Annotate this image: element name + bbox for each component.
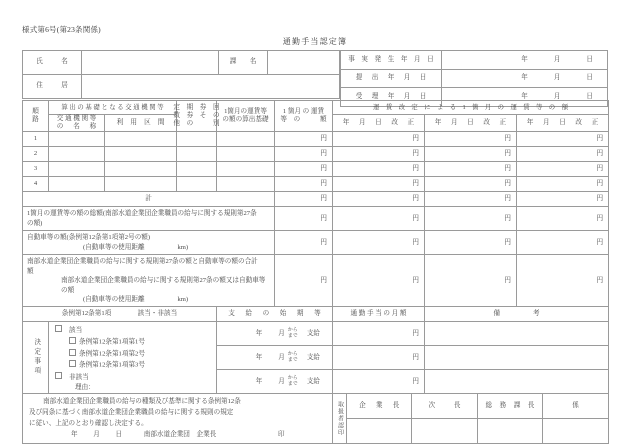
checkbox-group (49, 322, 217, 394)
basis-amount-header (217, 101, 275, 132)
row-transport[interactable] (49, 132, 105, 147)
date-table (340, 50, 608, 107)
period-cell[interactable] (217, 370, 333, 394)
fare-line: 等 の 額 (280, 116, 327, 124)
a-char: 印 (336, 429, 343, 437)
summary-line: (自動車等の使用距離 km) (83, 243, 189, 251)
approval-label (333, 394, 347, 443)
checkbox-item-clause2[interactable] (49, 348, 216, 360)
hc: 長 (392, 401, 400, 409)
row-route[interactable] (105, 147, 177, 162)
route-header (105, 115, 177, 132)
table-row (23, 75, 340, 99)
summary-rev3[interactable]: 円 (517, 231, 609, 255)
rev-char: 年 (526, 119, 534, 127)
section-value[interactable] (268, 51, 340, 75)
summary-yen[interactable]: 円 (275, 231, 333, 255)
year-unit: 年 (521, 92, 528, 100)
checkbox-item-clause1[interactable] (49, 336, 216, 348)
decision-body-row (23, 322, 609, 346)
row-rev3[interactable]: 円 (517, 162, 609, 177)
pp-char: の (262, 310, 270, 318)
table-row (341, 51, 608, 70)
header-row-1 (23, 101, 609, 115)
summary-rev2[interactable]: 円 (425, 255, 517, 307)
day-unit: 日 (586, 92, 593, 100)
approval-col-header-deputy (412, 394, 477, 419)
summary-line: の額) (27, 219, 43, 227)
from-label: から (287, 328, 298, 334)
lbl: 事 (348, 55, 355, 63)
lbl: 日 (419, 92, 427, 100)
pay-label: 支給 (306, 329, 320, 337)
pay-label: 支給 (306, 353, 320, 361)
lbl: 日 (419, 74, 427, 82)
hc: 業 (375, 401, 383, 409)
table-row (23, 132, 609, 147)
pp-char: 期 (296, 310, 304, 318)
submission-date-value[interactable] (442, 69, 608, 88)
order-char: 路 (32, 116, 39, 124)
row-rev2[interactable]: 円 (425, 147, 517, 162)
row-basis[interactable] (217, 147, 275, 162)
monthly-fare-header (275, 101, 333, 132)
summary-row-total-fare (23, 207, 609, 231)
lbl: 月 (403, 92, 411, 100)
row-basis[interactable] (217, 177, 275, 192)
row-route[interactable] (105, 162, 177, 177)
table-row (23, 177, 609, 192)
summary-line: 額 (27, 267, 34, 275)
summary-row-combined (23, 255, 609, 307)
remark-value[interactable] (425, 346, 609, 370)
rev-char: 正 (499, 119, 507, 127)
lbl: 月 (413, 55, 421, 63)
revision-sub-header-2 (425, 115, 517, 132)
summary-rev2[interactable]: 円 (425, 207, 517, 231)
period-cell[interactable] (217, 322, 333, 346)
row-basis[interactable] (217, 132, 275, 147)
approval-block (333, 394, 609, 444)
row-rev1[interactable]: 円 (333, 162, 425, 177)
to-label: まで (287, 381, 298, 387)
rev-char: 年 (342, 119, 350, 127)
month-unit: 月 (278, 353, 285, 361)
row-route[interactable] (105, 132, 177, 147)
a-char: 取 (336, 401, 343, 409)
summary-line: 自動車等の額(条例第12条第1項第2号の額) (27, 234, 151, 242)
checkbox-item-clause3[interactable] (49, 359, 216, 371)
section-label (219, 51, 268, 75)
pp-char: 始 (279, 310, 287, 318)
article-header: 条例第12条第1項 該当・非該当 (23, 307, 217, 322)
section-label-char: 課 (229, 58, 237, 66)
revision-sub-header-1 (333, 115, 425, 132)
checkbox-label: 非該当 (69, 373, 89, 381)
order-char: 順 (32, 108, 39, 115)
declaration-line: 及び同条に基づく南部水道企業団企業職員の給与に関する規則の規定 (29, 408, 234, 416)
row-rev2[interactable]: 円 (425, 162, 517, 177)
table-row (23, 147, 609, 162)
address-value[interactable] (82, 75, 340, 99)
decision-header-row (23, 307, 609, 322)
total-label: 計 (23, 192, 275, 207)
approval-header-row (333, 394, 608, 419)
row-rev3[interactable]: 円 (517, 132, 609, 147)
row-ticket[interactable] (177, 132, 217, 147)
a-char: 認 (336, 422, 343, 430)
checkbox-item-higaito[interactable] (49, 371, 216, 383)
year-unit: 年 (255, 329, 263, 337)
revision-sub-header-3 (517, 115, 609, 132)
lbl: 提 (355, 74, 363, 82)
rev-char: 改 (391, 119, 398, 127)
checkbox-icon[interactable] (55, 372, 62, 379)
row-transport[interactable] (49, 162, 105, 177)
allowance-amount[interactable]: 円 (333, 346, 425, 370)
approval-stamp-general-affairs[interactable] (477, 419, 542, 444)
occurrence-date-label (341, 51, 442, 70)
summary-label (23, 231, 275, 255)
rev-char: 日 (559, 119, 566, 127)
year-unit: 年 (521, 74, 528, 82)
from-label: から (287, 376, 298, 382)
total-rev1[interactable]: 円 (333, 192, 425, 207)
row-ticket[interactable] (177, 147, 217, 162)
decision-label-text (32, 338, 39, 376)
name-value[interactable] (82, 51, 219, 75)
remarks-header (425, 307, 609, 322)
table-row (341, 69, 608, 88)
approval-stamp-row (333, 419, 608, 444)
row-no: 1 (23, 132, 49, 147)
approval-col-header-director (347, 394, 412, 419)
approval-stamp-deputy[interactable] (412, 419, 477, 444)
row-transport[interactable] (49, 147, 105, 162)
rev-char: 日 (375, 119, 382, 127)
total-row (23, 192, 609, 207)
ticket-line: 定 期 券 回 (173, 103, 220, 111)
row-route[interactable] (105, 177, 177, 192)
rev-char: 月 (450, 119, 458, 127)
table-row (23, 51, 340, 75)
checkbox-icon[interactable] (69, 337, 76, 344)
summary-line: 1箇月の運賃等の額の総額(南部水道企業団企業職員の給与に関する規則第27条 (27, 210, 257, 218)
basis-line: 1箇月の運賃等 (224, 108, 267, 115)
route-char: 用 (130, 119, 137, 127)
route-char: 間 (157, 119, 165, 127)
total-yen[interactable]: 円 (275, 192, 333, 207)
period-cell[interactable] (217, 346, 333, 370)
row-transport[interactable] (49, 177, 105, 192)
row-yen[interactable]: 円 (275, 147, 333, 162)
month-unit: 月 (553, 92, 561, 100)
allowance-amount[interactable]: 円 (333, 322, 425, 346)
monthly-allowance-header: 通 勤 手 当 の 月 額 (333, 307, 425, 322)
row-yen[interactable]: 円 (275, 162, 333, 177)
summary-rev2[interactable]: 円 (425, 231, 517, 255)
checkbox-label: 条例第12条第1項第2号 (79, 350, 145, 358)
sig-day: 日 (115, 430, 123, 438)
form-number: 様式第6号(第23条関係) (22, 25, 101, 34)
rev-char: 正 (591, 119, 599, 127)
allowance-amount[interactable]: 円 (333, 370, 425, 394)
remark-value[interactable] (425, 322, 609, 346)
submission-date-label (341, 69, 442, 88)
checkbox-icon[interactable] (55, 325, 62, 332)
row-yen[interactable]: 円 (275, 177, 333, 192)
d-char: 事 (32, 357, 40, 368)
commute-allowance-table (22, 100, 609, 444)
row-ticket[interactable] (177, 177, 217, 192)
a-char: 者 (336, 415, 343, 423)
lbl: 年 (387, 74, 395, 82)
approval-stamp-director[interactable] (347, 419, 412, 444)
transport-line: 交 通 機 関 等 (56, 115, 97, 122)
hc: 務 (499, 401, 507, 409)
rev-char: 月 (543, 119, 550, 127)
hc: 長 (453, 401, 461, 409)
approval-label-text (337, 401, 343, 436)
row-rev1[interactable]: 円 (333, 147, 425, 162)
name-label (23, 51, 82, 75)
row-rev2[interactable]: 円 (425, 177, 517, 192)
lbl: 発 (374, 55, 382, 63)
row-ticket[interactable] (177, 162, 217, 177)
address-label-char: 住 (36, 82, 43, 90)
page-title: 通勤手当認定簿 (282, 37, 348, 46)
occurrence-date-value[interactable] (442, 51, 608, 70)
row-yen[interactable]: 円 (275, 132, 333, 147)
summary-rev1[interactable]: 円 (333, 231, 425, 255)
hc: 総 (485, 401, 493, 409)
checkbox-icon[interactable] (69, 360, 76, 367)
row-rev1[interactable]: 円 (333, 177, 425, 192)
approval-col-header-general-affairs (477, 394, 542, 419)
checkbox-label: 条例第12条第1項第3号 (79, 361, 145, 369)
d-char: 決 (32, 338, 40, 349)
route-char: 区 (144, 119, 151, 127)
hc: 課 (513, 401, 521, 409)
rev-char: 改 (575, 119, 582, 127)
sig-year: 年 (71, 430, 78, 438)
summary-yen[interactable]: 円 (275, 255, 333, 307)
declaration-row (23, 394, 609, 444)
basis-group-header: 算 出 の 基 礎 と な る 交 通 機 関 等 (49, 101, 177, 115)
lbl: 実 (361, 55, 368, 63)
row-no: 3 (23, 162, 49, 177)
table-row (23, 162, 609, 177)
pay-label: 支給 (306, 377, 320, 385)
declaration-line: 南部水道企業団企業職員の給与の種類及び基準に関する条例第12条 (43, 398, 241, 406)
sig-org: 南部水道企業団 企業長 (143, 430, 217, 438)
day-unit: 日 (586, 55, 593, 63)
rev-char: 年 (434, 119, 442, 127)
section-label-char: 名 (249, 58, 257, 66)
year-unit: 年 (521, 55, 528, 63)
row-basis[interactable] (217, 162, 275, 177)
day-unit: 日 (586, 74, 593, 82)
year-unit: 年 (255, 377, 263, 385)
approval-stamp-clerk[interactable] (543, 419, 608, 444)
identity-table (22, 50, 340, 99)
month-unit: 月 (553, 74, 561, 82)
checkbox-label: 該当 (69, 326, 83, 334)
month-unit: 月 (278, 329, 285, 337)
declaration-text (23, 394, 333, 444)
summary-rev1[interactable]: 円 (333, 207, 425, 231)
row-no: 4 (23, 177, 49, 192)
summary-yen[interactable]: 円 (275, 207, 333, 231)
hc: 次 (428, 401, 436, 409)
lbl: 年 (400, 55, 408, 63)
summary-rev3[interactable]: 円 (517, 207, 609, 231)
lbl: 出 (371, 74, 379, 82)
pp-char: 等 (314, 310, 321, 318)
rev-char: 正 (407, 119, 415, 127)
decision-label (23, 322, 49, 394)
sig-month: 月 (93, 430, 100, 438)
hc: 長 (527, 401, 535, 409)
name-label-char: 名 (61, 58, 68, 66)
d-char: 定 (32, 348, 40, 358)
checkbox-item-gaito[interactable] (49, 324, 216, 336)
summary-row-vehicle (23, 231, 609, 255)
remark-char: 考 (532, 310, 540, 318)
lbl: 受 (355, 92, 363, 100)
row-rev2[interactable]: 円 (425, 132, 517, 147)
lbl: 生 (387, 55, 395, 63)
payment-period-header (217, 307, 333, 322)
declaration-line: に従い、上記のとおり確認し決定する。 (29, 419, 148, 427)
hc: 企 (359, 401, 366, 409)
address-label-char: 居 (61, 82, 68, 90)
pp-char: 支 (228, 310, 235, 318)
summary-line: 南部水道企業団企業職員の給与に関する規則第27条の額と自動車等の額の合計 (27, 257, 258, 265)
to-label: まで (287, 333, 298, 339)
rev-char: 日 (467, 119, 474, 127)
revision-group-header: 運 賃 改 定 に よ る 1 箇 月 の 運 賃 等 の 額 (333, 101, 609, 115)
a-char: 扱 (336, 408, 343, 416)
lbl: 月 (403, 74, 411, 82)
summary-line: 南部水道企業団企業職員の給与に関する規則第27条の額又は自動車等の額 (61, 277, 266, 294)
total-rev3[interactable]: 円 (517, 192, 609, 207)
approval-table (333, 394, 608, 443)
from-label: から (287, 352, 298, 358)
d-char: 項 (32, 367, 40, 377)
transport-line: の 名 称 (56, 123, 97, 131)
year-unit: 年 (255, 353, 263, 361)
lbl: 日 (427, 55, 434, 63)
month-unit: 月 (553, 55, 561, 63)
summary-line: (自動車等の使用距離 km) (83, 296, 189, 304)
order-header (23, 101, 49, 132)
remark-value[interactable] (425, 370, 609, 394)
row-rev3[interactable]: 円 (517, 147, 609, 162)
total-rev2[interactable]: 円 (425, 192, 517, 207)
fare-line: 1 箇月 の 運賃 (282, 108, 325, 115)
rev-char: 月 (358, 119, 366, 127)
summary-rev3[interactable]: 円 (517, 255, 609, 307)
lbl: 年 (387, 92, 395, 100)
name-label-char: 氏 (36, 58, 43, 66)
lbl: 理 (371, 92, 379, 100)
summary-rev1[interactable]: 円 (333, 255, 425, 307)
row-rev3[interactable]: 円 (517, 177, 609, 192)
seal-icon: 印 (277, 430, 285, 438)
checkbox-label: 条例第12条第1項第1号 (79, 338, 145, 346)
from-to-label (288, 352, 298, 363)
reason-label: 理由： (75, 383, 95, 391)
ticket-type-header (173, 101, 220, 132)
approval-col-header-clerk: 係 (543, 394, 608, 419)
pp-char: 給 (245, 310, 253, 318)
basis-line: の額の算出基礎 (222, 116, 269, 124)
route-char: 利 (116, 119, 124, 127)
to-label: まで (287, 357, 298, 363)
rev-char: 改 (483, 119, 490, 127)
transport-name-header (49, 115, 105, 132)
summary-label (23, 207, 275, 231)
from-to-label (288, 376, 298, 387)
ticket-line: 他 の 別 (173, 120, 220, 128)
reason-field[interactable] (49, 383, 216, 393)
remark-char: 備 (493, 310, 501, 318)
month-unit: 月 (278, 377, 285, 385)
row-rev1[interactable]: 円 (333, 132, 425, 147)
address-label (23, 75, 82, 99)
summary-label (23, 255, 275, 307)
row-no: 2 (23, 147, 49, 162)
ticket-line: 数 券 そ の (173, 112, 220, 120)
checkbox-icon[interactable] (69, 349, 76, 356)
from-to-label (288, 328, 298, 339)
